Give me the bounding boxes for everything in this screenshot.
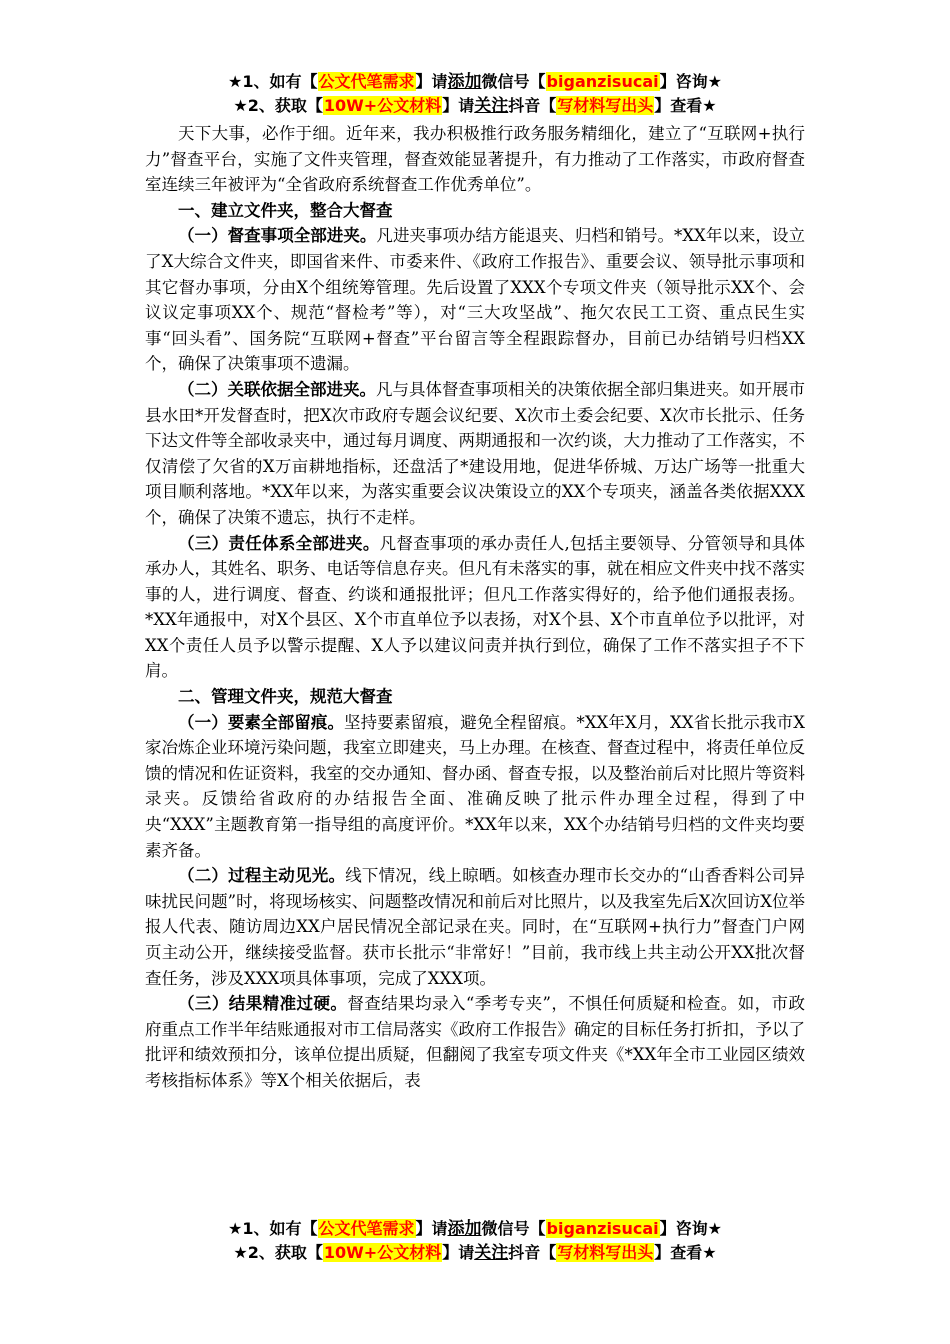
- banner-text: 】查看★: [654, 96, 717, 115]
- banner-emphasis: 添加: [447, 72, 482, 92]
- banner-highlight: biganzisucai: [546, 72, 659, 91]
- banner-text: 抖音【: [508, 96, 557, 115]
- paragraph-text: 凡进夹事项办结方能退夹、归档和销号。*XX年以来，设立了X大综合文件夹，即国省来件、市委来件、《政府工作报告》、重要会议、领导批示事项和其它督办事项，分由X个组统筹管理。先后设置了XXX个专项文件夹（领导批示XX个、会议议定事项XX个、规范“督检考”等），对“三大攻坚战”、拖欠农民工工资、重点民生实事“回头看”、国务院“互联网+督查”平台留言等全程跟踪督办，目前已办结销号归档XX个，确保了决策事项不遗漏。: [145, 226, 805, 374]
- header-banner: [0, 70, 950, 118]
- paragraph-lead: （三）责任体系全部进夹。: [178, 533, 380, 553]
- paragraph-lead: （二）过程主动见光。: [178, 866, 346, 886]
- banner-highlight: 公文代笔需求: [318, 1219, 415, 1238]
- banner-text: 】请: [415, 1219, 448, 1238]
- intro-paragraph: 天下大事，必作于细。近年来，我办积极推行政务服务精细化，建立了“互联网+执行力”督查平台，实施了文件夹管理，督查效能显著提升，有力推动了工作落实，市政府督查室连续三年被评为“全省政府系统督查工作优秀单位”。: [145, 124, 805, 195]
- banner-text: 】查看★: [654, 1243, 717, 1262]
- banner-text: ★2、获取【: [233, 96, 323, 115]
- section-1-paragraph-1: [145, 223, 805, 377]
- banner-line-1: [0, 70, 950, 94]
- banner-emphasis: 关注: [474, 96, 509, 116]
- section-1-paragraph-2: [145, 377, 805, 531]
- banner-text: 】咨询★: [659, 1219, 722, 1238]
- banner-text: 微信号【: [481, 72, 546, 91]
- banner-text: ★2、获取【: [233, 1243, 323, 1262]
- banner-text: ★1、如有【: [228, 1219, 318, 1238]
- banner-highlight: 10W+公文材料: [323, 96, 442, 115]
- paragraph-text: 线下情况，线上晾晒。如核查办理市长交办的“山香香料公司异味扰民问题”时，将现场核实、问题整改情况和前后对比照片，以及我室先后X次回访X位举报人代表、随访周边XX户居民情况全部记录在夹。同时，在“互联网+执行力”督查门户网页主动公开，继续接受监督。获市长批示“非常好！”目前，我市线上共主动公开XX批次督查任务，涉及XXX项具体事项，完成了XXX项。: [145, 866, 806, 988]
- section-1-heading: 一、建立文件夹，整合大督查: [178, 200, 393, 220]
- paragraph-text: 凡督查事项的承办责任人,包括主要领导、分管领导和具体承办人，其姓名、职务、电话等信息存夹。但凡有未落实的事，就在相应文件夹中找不落实事的人，进行调度、督查、约谈和通报批评；但凡工作落实得好的，给予他们通报表扬。*XX年通报中，对X个县区、X个市直单位予以表扬，对X个县、X个市直单位予以批评，对XX个责任人员予以警示提醒、X人予以建议问责并执行到位，确保了工作不落实担子不下肩。: [145, 533, 806, 681]
- banner-text: 】请: [415, 72, 448, 91]
- section-1-paragraph-3: [145, 531, 805, 685]
- document-body: [145, 121, 805, 1094]
- banner-text: ★1、如有【: [228, 72, 318, 91]
- footer-banner: [0, 1217, 950, 1265]
- banner-highlight: 写材料写出头: [557, 96, 654, 115]
- section-2-paragraph-1: [145, 710, 805, 864]
- banner-emphasis: 关注: [474, 1243, 509, 1263]
- banner-highlight: 公文代笔需求: [318, 72, 415, 91]
- paragraph-text: 督查结果均录入“季考专夹”，不惧任何质疑和检查。如，市政府重点工作半年结账通报对市工信局落实《政府工作报告》确定的目标任务打折扣，予以了批评和绩效预扣分，该单位提出质疑，但翻阅了我室专项文件夹《*XX年全市工业园区绩效考核指标体系》等X个相关依据后，表: [145, 994, 805, 1090]
- paragraph-text: 坚持要素留痕，避免全程留痕。*XX年X月，XX省长批示我市X家冶炼企业环境污染问题，我室立即建夹，马上办理。在核查、督查过程中，将责任单位反馈的情况和佐证资料，我室的交办通知、督办函、督查专报，以及整治前后对比照片等资料录夹。反馈给省政府的办结报告全面、准确反映了批示件办理全过程，得到了中央“XXX”主题教育第一指导组的高度评价。*XX年以来，XX个办结销号归档的文件夹均要素齐备。: [145, 712, 805, 860]
- paragraph-text: 凡与具体督查事项相关的决策依据全部归集进夹。如开展市县水田*开发督查时，把X次市政府专题会议纪要、X次市土委会纪要、X次市长批示、任务下达文件等全部收录夹中，通过每月调度、两期通报和一次约谈，大力推动了工作落实，不仅清偿了欠省的X万亩耕地指标，还盘活了*建设用地，促进华侨城、万达广场等一批重大项目顺利落地。*XX年以来，为落实重要会议决策设立的XX个专项夹，涵盖各类依据XXX个，确保了决策不遗忘，执行不走样。: [145, 379, 805, 527]
- banner-line-2: [0, 94, 950, 118]
- banner-text: 】咨询★: [659, 72, 722, 91]
- banner-text: 】请: [442, 96, 475, 115]
- banner-highlight: biganzisucai: [546, 1219, 659, 1238]
- paragraph-lead: （三）结果精准过硬。: [178, 994, 348, 1014]
- banner-highlight: 写材料写出头: [557, 1243, 654, 1262]
- banner-line-2: [0, 1241, 950, 1265]
- section-2-paragraph-2: [145, 863, 805, 991]
- banner-emphasis: 添加: [447, 1219, 482, 1239]
- paragraph-lead: （二）关联依据全部进夹。: [178, 379, 376, 399]
- banner-highlight: 10W+公文材料: [323, 1243, 442, 1262]
- banner-text: 抖音【: [508, 1243, 557, 1262]
- paragraph-lead: （一）督查事项全部进夹。: [178, 226, 377, 246]
- banner-text: 微信号【: [481, 1219, 546, 1238]
- section-2-paragraph-3: [145, 991, 805, 1093]
- banner-text: 】请: [442, 1243, 475, 1262]
- banner-line-1: [0, 1217, 950, 1241]
- section-2-heading: 二、管理文件夹，规范大督查: [178, 687, 393, 707]
- paragraph-lead: （一）要素全部留痕。: [178, 712, 345, 732]
